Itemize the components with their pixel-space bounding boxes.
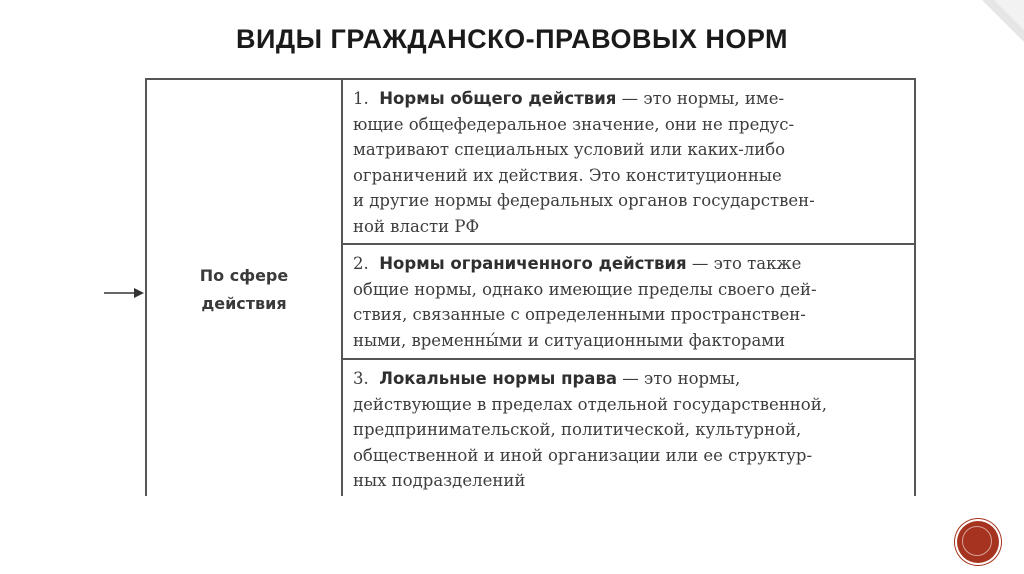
- row-text: ных подразделений: [353, 471, 526, 490]
- row-text: — это нормы,: [617, 369, 741, 388]
- table-row: [343, 360, 914, 496]
- row-first-line: [353, 251, 914, 277]
- row-first-line: [353, 86, 914, 112]
- row-text: действующие в пределах отдельной государственной,: [353, 394, 827, 414]
- row-text: ющие общефедеральное значение, они не предус-: [353, 114, 795, 134]
- row-number: 3.: [353, 369, 369, 388]
- row-text: ной власти РФ: [353, 216, 480, 236]
- row-term: Нормы общего действия: [379, 89, 617, 108]
- row-term: Нормы ограниченного действия: [379, 254, 687, 273]
- category-label-line-2: действия: [201, 294, 287, 313]
- row-text: — это также: [686, 254, 802, 273]
- row-text: общие нормы, однако имеющие пределы своего дей-: [353, 279, 817, 299]
- category-label-line-1: По сфере: [199, 266, 289, 285]
- slide-title: ВИДЫ ГРАЖДАНСКО-ПРАВОВЫХ НОРМ: [235, 24, 789, 54]
- row-text: общественной и иной организации или ее структур-: [353, 445, 813, 465]
- row-text: матривают специальных условий или каких-либо: [353, 140, 786, 159]
- row-text: предпринимательской, политической, культурной,: [353, 420, 802, 439]
- table-row: [343, 80, 914, 245]
- row-text: ствия, связанные с определенными пространствен-: [353, 305, 806, 324]
- row-text: — это нормы, име-: [616, 89, 785, 108]
- row-term: Локальные нормы права: [379, 369, 618, 388]
- next-slide-button[interactable]: [957, 521, 999, 563]
- row-first-line: [353, 366, 914, 392]
- row-text: и другие нормы федеральных органов государствен-: [353, 191, 815, 210]
- row-number: 2.: [353, 254, 369, 273]
- table-row: [343, 245, 914, 360]
- row-number: 1.: [353, 89, 369, 108]
- norms-column: [341, 78, 916, 496]
- row-text: ными, временны́ми и ситуационными факторами: [353, 330, 786, 350]
- category-label: [147, 262, 341, 318]
- category-cell: [145, 78, 341, 496]
- right-arrow-icon: [104, 286, 144, 300]
- row-text: ограничений их действия. Это конституционные: [353, 165, 782, 185]
